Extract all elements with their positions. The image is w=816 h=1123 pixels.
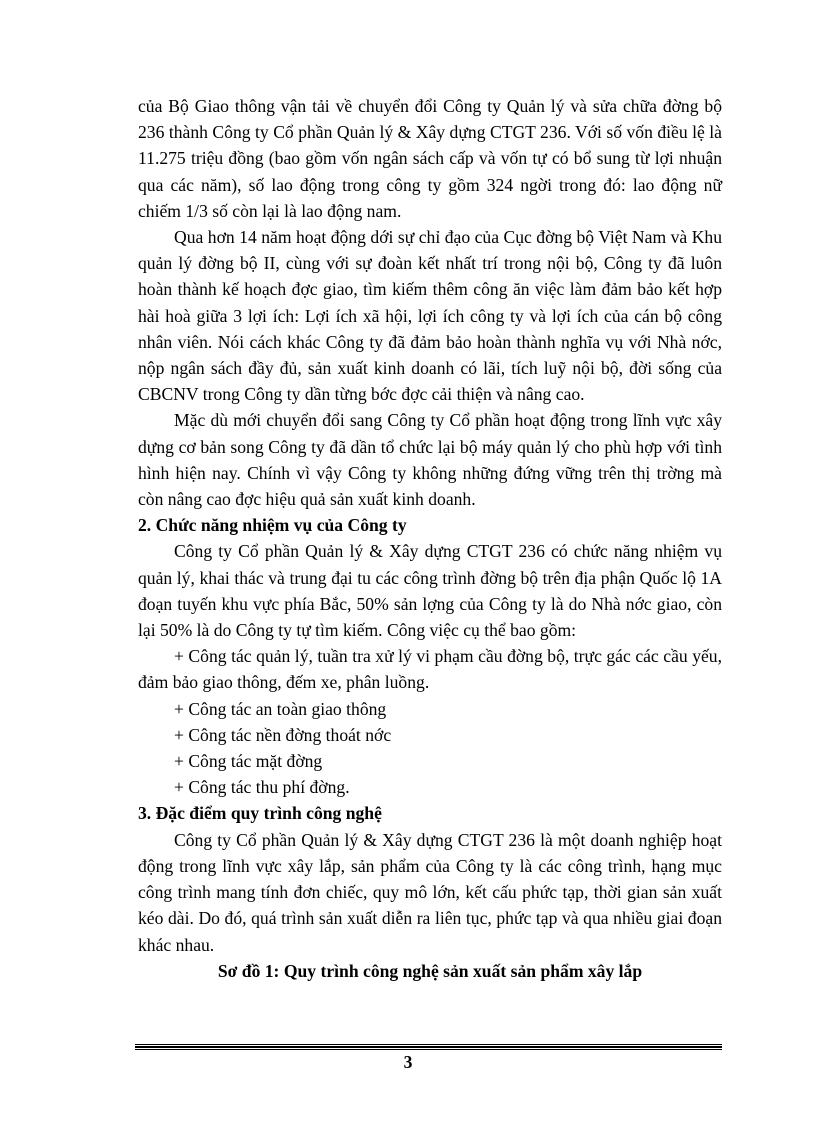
paragraph-3: Mặc dù mới chuyển đổi sang Công ty Cổ phần hoạt động trong lĩnh vực xây dựng cơ bản song Công ty đã dần tổ chức lại bộ máy quản lý cho phù hợp với tình hình hiện nay. Chính vì vậy Công ty không những đứng vững trên thị trờng mà còn nâng cao đợc hiệu quả sản xuất kinh doanh. [138,410,722,510]
list-item: + Công tác mặt đờng [174,751,323,772]
paragraph-2: Qua hơn 14 năm hoạt động dới sự chỉ đạo của Cục đờng bộ Việt Nam và Khu quản lý đờng bộ II, cùng với sự đoàn kết nhất trí trong nội bộ, Công ty đã luôn hoàn thành kế hoạch đợc giao, tìm kiếm thêm công ăn việc làm đảm bảo kết hợp hài hoà giữa 3 lợi ích: Lợi ích xã hội, lợi ích công ty và lợi ích của cán bộ công nhân viên. Nói cách khác Công ty đã đảm bảo hoàn thành nghĩa vụ với Nhà nớc, nộp ngân sách đầy đủ, sản xuất kinh doanh có lãi, tích luỹ nội bộ, đời sống của CBCNV trong Công ty dần từng bớc đợc cải thiện và nâng cao. [138,227,722,405]
section-3-body: Công ty Cổ phần Quản lý & Xây dựng CTGT 236 là một doanh nghiệp hoạt động trong lĩnh vực xây lắp, sản phẩm của Công ty là các công trình, hạng mục công trình mang tính đơn chiếc, quy mô lớn, kết cấu phức tạp, thời gian sản xuất kéo dài. Do đó, quá trình sản xuất diễn ra liên tục, phức tạp và qua nhiều giai đoạn khác nhau. [138,829,722,955]
section-3-heading: 3. Đặc điểm quy trình công nghệ [138,803,382,824]
footer-divider [135,1046,722,1048]
section-2-heading: 2. Chức năng nhiệm vụ của Công ty [138,515,407,536]
section-2-intro: Công ty Cổ phần Quản lý & Xây dựng CTGT 236 có chức năng nhiệm vụ quản lý, khai thác và trung đại tu các công trình đờng bộ trên địa phận Quốc lộ 1A đoạn tuyến khu vực phía Bắc, 50% sản lợng của Công ty là do Nhà nớc giao, còn lại 50% là do Công ty tự tìm kiếm. Công việc cụ thể bao gồm: [138,541,722,641]
body-text [138,93,722,984]
list-item: + Công tác nền đờng thoát nớc [174,724,392,745]
paragraph-1: của Bộ Giao thông vận tải về chuyển đổi Công ty Quản lý và sửa chữa đờng bộ 236 thành Công ty Cổ phần Quản lý & Xây dựng CTGT 236. Với số vốn điều lệ là 11.275 triệu đồng (bao gồm vốn ngân sách cấp và vốn tự có bổ sung từ lợi nhuận qua các năm), số lao động trong công ty gồm 324 ngời trong đó: lao động nữ chiếm 1/3 số còn lại là lao động nam. [138,96,722,221]
list-item: + Công tác an toàn giao thông [174,698,387,719]
footer-divider [135,1049,722,1050]
diagram-caption: Sơ đồ 1: Quy trình công nghệ sản xuất sản phẩm xây lắp [217,960,643,981]
page-number: 3 [403,1052,413,1072]
footer-divider [135,1044,722,1045]
list-item: + Công tác thu phí đờng. [174,777,350,798]
list-item: + Công tác quản lý, tuần tra xử lý vi phạm cầu đờng bộ, trực gác các cầu yếu, đảm bảo giao thông, đếm xe, phân luồng. [138,646,722,693]
